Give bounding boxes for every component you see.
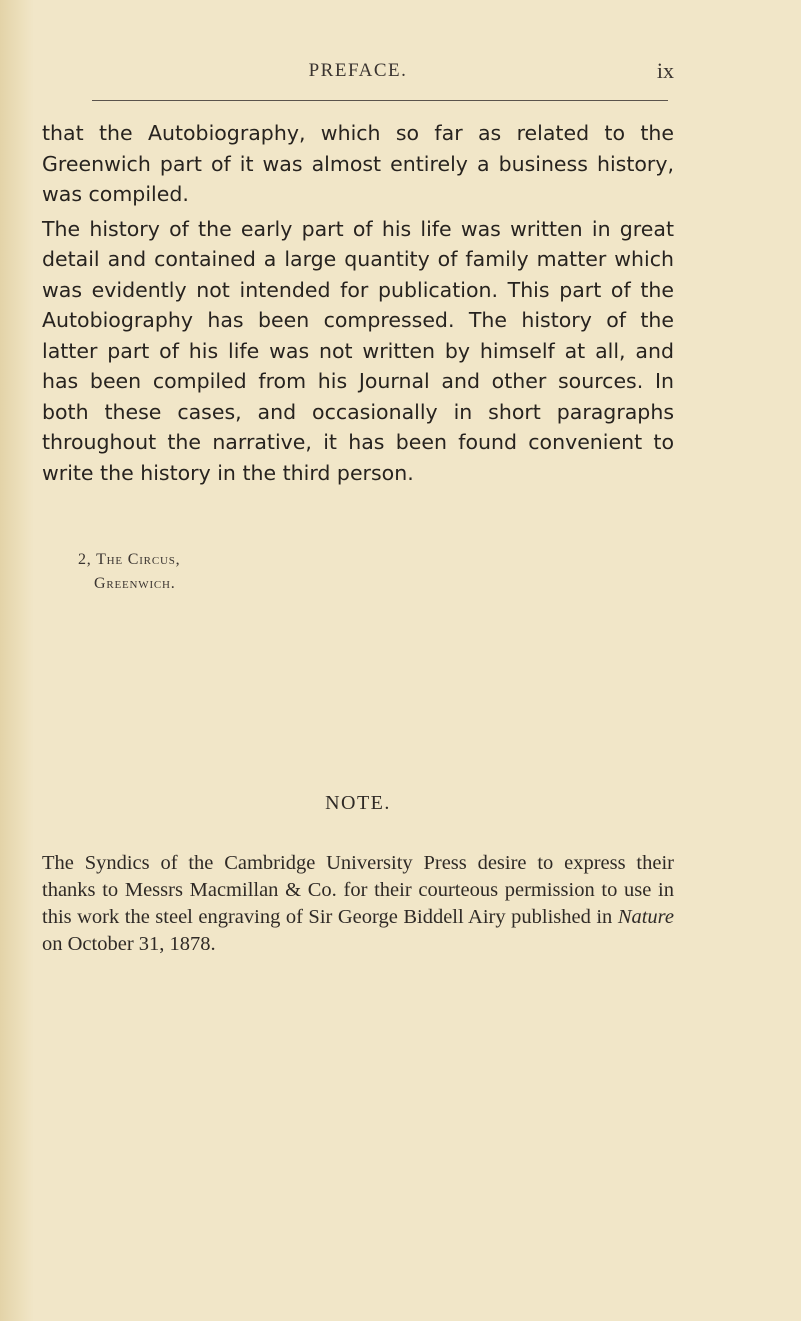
page-number: ix [656, 58, 674, 83]
running-title: PREFACE. [308, 60, 408, 81]
note-text-before: The Syndics of the Cambridge University Press desire to express their thanks to Messrs Macmillan & Co. for their courteous permission to use in this work the steel engraving of Sir George Biddell Airy published in [42, 852, 674, 928]
note-heading: NOTE. [325, 792, 391, 814]
header-rule [92, 100, 668, 101]
running-head [42, 60, 674, 86]
note-text-after: on October 31, 1878. [42, 933, 216, 955]
preface-body [42, 118, 674, 488]
note-paragraph [42, 850, 674, 958]
preface-paragraph-1: that the Autobiography, which so far as related to the Greenwich part of it was almost entirely a business history, was compiled. [42, 121, 674, 206]
signature-address [78, 548, 180, 596]
preface-paragraph-2: The history of the early part of his life was written in great detail and contained a large quantity of family matter which was evidently not intended for publication. This part of the Autobiography has been compressed. The history of the latter part of his life was not written by himself at all, and has been compiled from his Journal and other sources. In both these cases, and occasionally in short paragraphs throughout the narrative, it has been found convenient to write the history in the third person. [42, 216, 674, 485]
address-line-1: 2, The Circus, [78, 551, 181, 568]
address-line-2: Greenwich. [94, 575, 176, 592]
note-italic-word: Nature [617, 906, 674, 928]
page-gutter-shadow [0, 0, 34, 1321]
